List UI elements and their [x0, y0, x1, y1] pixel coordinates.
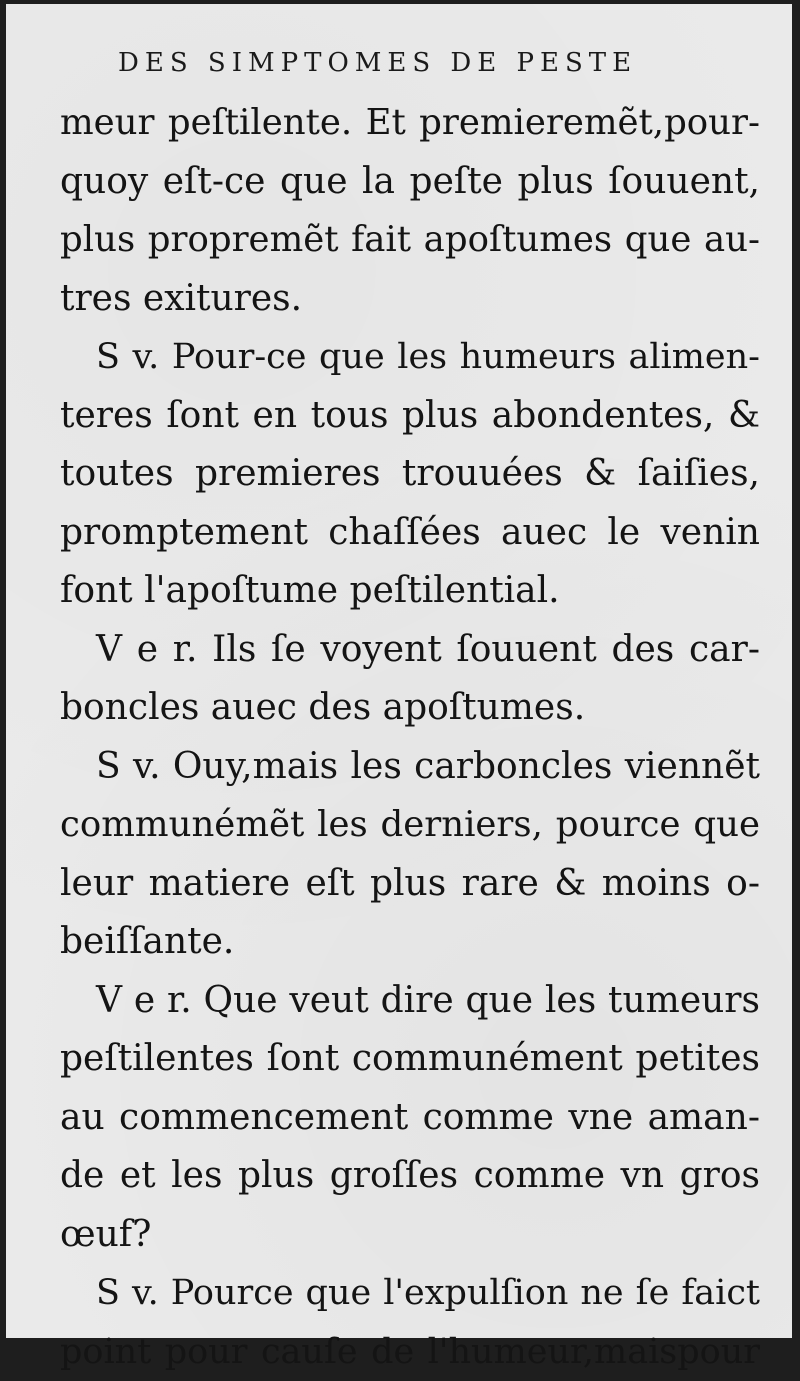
text-line: tres exitures. — [60, 270, 760, 329]
text-line: au commencement comme vne aman- — [60, 1089, 760, 1148]
text-line: quoy eſt-ce que la peſte plus ſouuent, — [60, 153, 760, 212]
text-line: S v. Pource que l'expulſion ne ſe faict — [60, 1264, 760, 1323]
text-line: meur peſtilente. Et premieremẽt,pour- — [60, 94, 760, 153]
text-line: font l'apoſtume peſtilential. — [60, 562, 760, 621]
text-line: promptement chaſſées auec le venin — [60, 504, 760, 563]
text-line: plus propremẽt fait apoſtumes que au- — [60, 211, 760, 270]
text-line: V e r. Que veut dire que les tumeurs — [60, 972, 760, 1031]
text-line: communémẽt les derniers, pource que — [60, 796, 760, 855]
text-line: V e r. Ils ſe voyent ſouuent des car- — [60, 621, 760, 680]
text-line: S v. Ouy,mais les carboncles viennẽt — [60, 738, 760, 797]
text-line: peſtilentes ſont communément petites — [60, 1030, 760, 1089]
body-text — [60, 94, 760, 1381]
text-line: leur matiere eſt plus rare & moins o- — [60, 855, 760, 914]
text-line: point pour cauſe de l'humeur,maispour — [60, 1323, 760, 1381]
text-line: teres ſont en tous plus abondentes, & — [60, 387, 760, 446]
text-line: beiſſante. — [60, 913, 760, 972]
text-line: boncles auec des apoſtumes. — [60, 679, 760, 738]
running-head: DES SIMPTOMES DE PESTE — [118, 48, 698, 78]
text-line: de et les plus groſſes comme vn gros — [60, 1147, 760, 1206]
text-line: toutes premieres trouuées & ſaiſies, — [60, 445, 760, 504]
text-line: œuf? — [60, 1206, 760, 1265]
text-line: S v. Pour-ce que les humeurs alimen- — [60, 328, 760, 387]
book-page — [6, 4, 792, 1338]
